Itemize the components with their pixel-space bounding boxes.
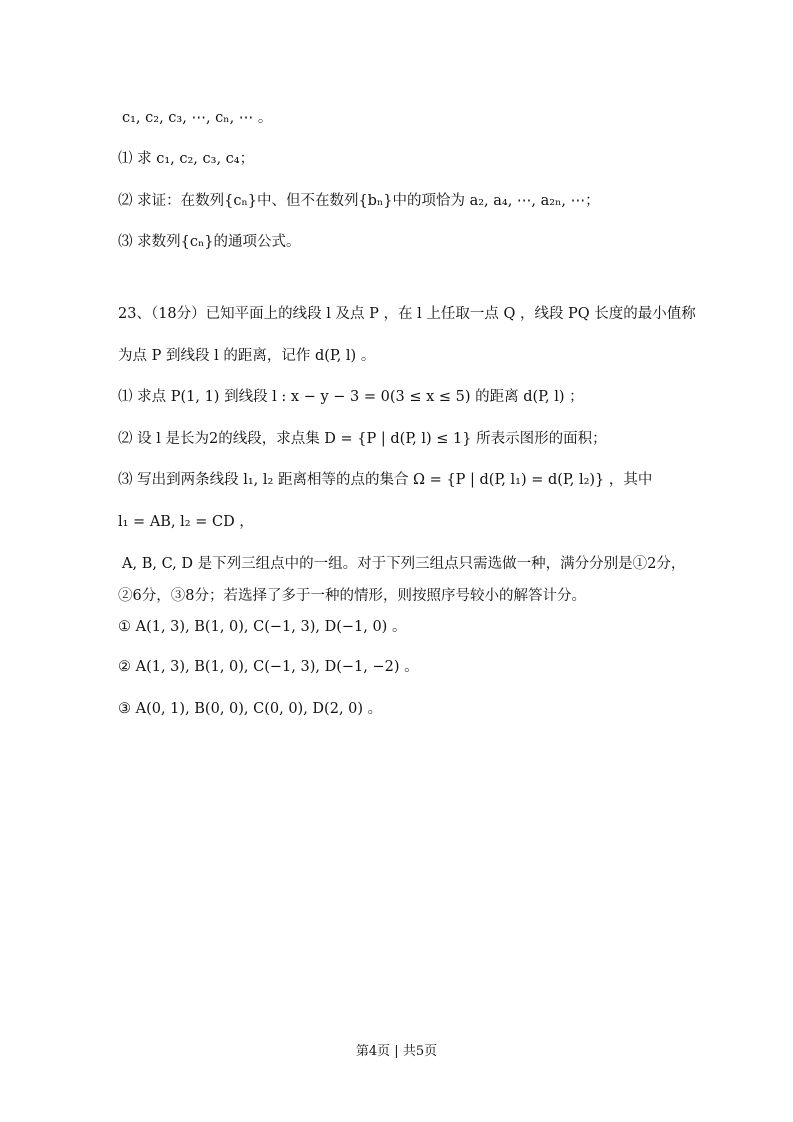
problem-23-choice-note: A, B, C, D 是下列三组点中的一组。对于下列三组点只需选做一种，满分分别是①2分， — [122, 556, 686, 572]
page-footer: 第4页 | 共5页 — [355, 1044, 438, 1059]
text-line-q1: ⑴ 求 c₁, c₂, c₃, c₄； — [118, 151, 255, 167]
text-line-q3: ⑶ 求数列{cₙ}的通项公式。 — [118, 234, 301, 250]
problem-23-part2: ⑵ 设 l 是长为2的线段，求点集 D = {P | d(P, l) ≤ 1} 所表示图形的面积； — [118, 431, 607, 447]
problem-23-intro-cont: 为点 P 到线段 l 的距离，记作 d(P, l) 。 — [118, 348, 376, 364]
problem-23-part3-def: l₁ = AB, l₂ = CD ， — [118, 514, 254, 530]
problem-23-part3: ⑶ 写出到两条线段 l₁, l₂ 距离相等的点的集合 Ω = {P | d(P, l₁) = d(P, l₂)} ，其中 — [118, 472, 653, 488]
option-3: ③ A(0, 1), B(0, 0), C(0, 0), D(2, 0) 。 — [118, 701, 383, 717]
option-2: ② A(1, 3), B(1, 0), C(−1, 3), D(−1, −2) 。 — [118, 659, 419, 675]
problem-23-part1: ⑴ 求点 P(1, 1) 到线段 l : x − y − 3 = 0(3 ≤ x ≤ 5) 的距离 d(P, l) ； — [118, 389, 584, 405]
text-line-q2: ⑵ 求证：在数列{cₙ}中、但不在数列{bₙ}中的项恰为 a₂, a₄, ⋯, a₂ₙ, ⋯； — [118, 193, 600, 209]
problem-23-intro: 23、（18分）已知平面上的线段 l 及点 P ，在 l 上任取一点 Q ，线段 PQ 长度的最小值称 — [118, 306, 696, 322]
problem-23-choice-note-cont: ②6分，③8分；若选择了多于一种的情形，则按照序号较小的解答计分。 — [118, 588, 586, 604]
text-line-sequence: c₁, c₂, c₃, ⋯, cₙ, ⋯ 。 — [122, 110, 273, 126]
option-1: ① A(1, 3), B(1, 0), C(−1, 3), D(−1, 0) 。 — [118, 619, 407, 635]
